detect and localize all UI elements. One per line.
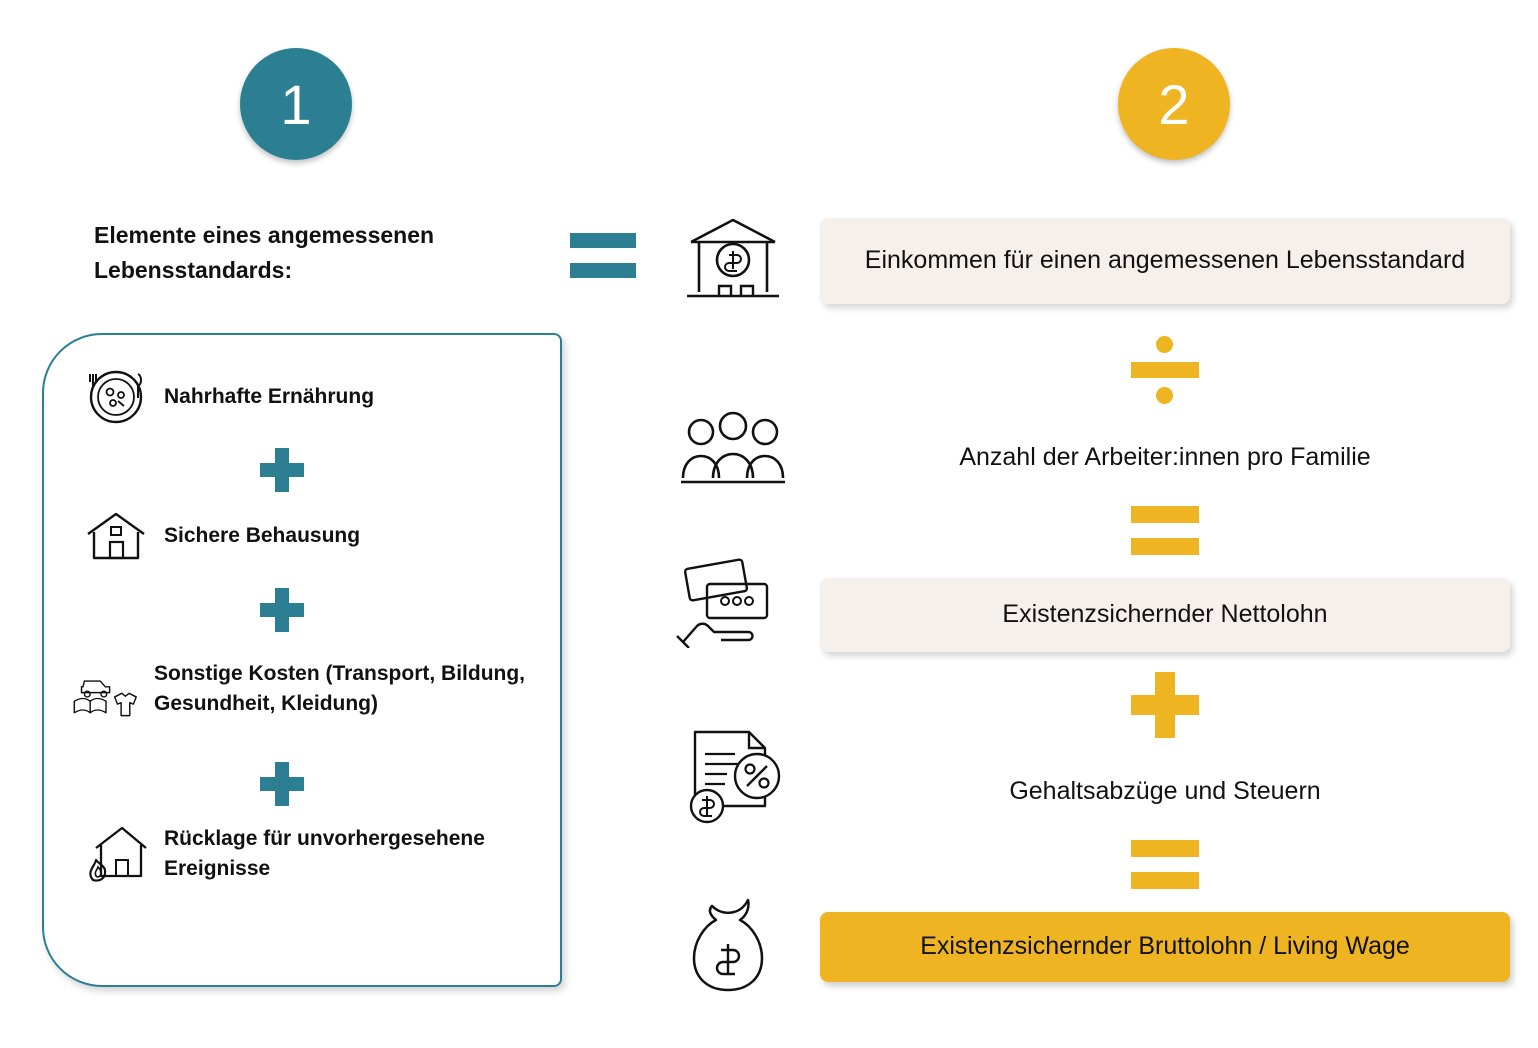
tax-document-icon [668,718,798,828]
list-item-label: Rücklage für unvorhergesehene Ereignisse [164,827,485,880]
family-workers-icon [668,404,798,486]
step-badge-1-number: 1 [280,72,312,136]
step-badge-2-number: 2 [1158,72,1190,136]
equals-icon [1131,506,1199,556]
list-item-label: Sichere Behausung [164,524,361,548]
list-item [80,818,550,890]
step-badge-1 [240,48,352,160]
workers-per-family-row: Anzahl der Arbeiter:innen pro Familie [959,443,1371,472]
divide-icon [1131,336,1199,404]
hand-with-banknotes-icon [668,552,798,648]
list-item [80,508,550,564]
deductions-taxes-row: Gehaltsabzüge und Steuern [1009,777,1321,806]
gross-living-wage-box: Existenzsichernder Bruttolohn / Living Wage [820,912,1510,982]
step-badge-2 [1118,48,1230,160]
list-item [70,650,550,728]
money-bag-icon [668,888,798,998]
list-item-label: Nahrhafte Ernährung [164,385,375,409]
plus-separator-icon [260,448,304,492]
equals-icon [1131,840,1199,890]
income-box: Einkommen für einen angemessenen Lebensstandard [820,218,1510,304]
burning-house-icon [80,818,152,890]
plus-separator-icon [260,588,304,632]
plus-separator-icon [260,762,304,806]
net-living-wage-box: Existenzsichernder Nettolohn [820,578,1510,652]
house-icon [80,508,152,564]
plus-icon [1131,672,1199,740]
left-column-heading: Elemente eines angemessenen Lebensstandards: [94,222,435,283]
list-item [80,368,550,426]
equals-icon [570,233,636,283]
nutrition-plate-icon [80,368,152,426]
house-with-money-icon [668,212,798,308]
other-costs-icon [70,650,142,728]
list-item-label: Sonstige Kosten (Transport, Bildung, Gesundheit, Kleidung) [154,662,526,715]
